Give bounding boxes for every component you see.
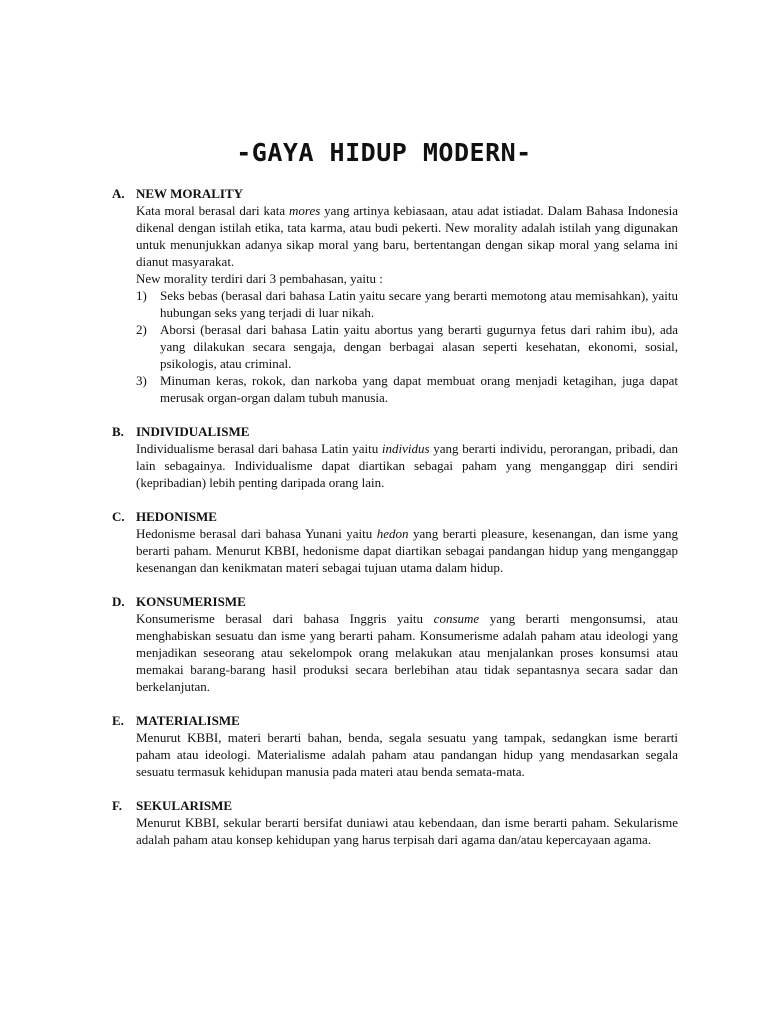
paragraph <box>136 440 678 491</box>
section-sekularisme <box>112 797 678 848</box>
list-number: 3) <box>136 373 147 388</box>
page-title: -GAYA HIDUP MODERN- <box>236 138 532 167</box>
section-letter: E. <box>112 713 124 728</box>
section-title: HEDONISME <box>136 509 217 524</box>
document-body <box>112 185 678 865</box>
paragraph <box>136 525 678 576</box>
section-title: MATERIALISME <box>136 713 240 728</box>
section-letter: C. <box>112 509 125 524</box>
section-body <box>136 525 678 576</box>
list-text: Minuman keras, rokok, dan narkoba yang dapat membuat orang menjadi ketagihan, juga dapat merusak organ-organ dalam tubuh manusia. <box>160 373 678 405</box>
italic-term: hedon <box>376 526 409 541</box>
section-body <box>136 202 678 406</box>
list-number: 2) <box>136 322 147 337</box>
section-individualisme <box>112 423 678 491</box>
section-letter: B. <box>112 424 124 439</box>
section-konsumerisme <box>112 593 678 695</box>
text-run: yang berarti pleasure, kesenangan, dan isme yang berarti paham. Menurut KBBI, hedonisme dapat diartikan sebagai pandangan hidup yang menganggap kesenangan dan kenikmatan materi sebagai tujuan utama dalam hidup. <box>136 526 678 575</box>
paragraph: Menurut KBBI, materi berarti bahan, benda, segala sesuatu yang tampak, sedangkan isme berarti paham atau ideologi. Materialisme adalah paham atau pandangan hidup yang mendasarkan segala sesuatu termasuk kehidupan manusia pada materi atau benda semata-mata. <box>136 730 678 779</box>
section-title: NEW MORALITY <box>136 186 244 201</box>
list-item <box>136 287 678 321</box>
section-heading <box>112 593 678 610</box>
list-text: Aborsi (berasal dari bahasa Latin yaitu abortus yang berarti gugurnya fetus dari rahim ibu), ada yang dilakukan secara sengaja, dengan berbagai alasan seperti kesehatan, ekonomi, sosial, psikologis, atau criminal. <box>160 322 678 371</box>
section-title: SEKULARISME <box>136 798 233 813</box>
section-body <box>136 729 678 780</box>
italic-term: mores <box>288 203 321 218</box>
list-text: Seks bebas (berasal dari bahasa Latin yaitu secare yang berarti memotong atau memisahkan), yaitu hubungan seks yang terjadi di luar nikah. <box>160 288 678 320</box>
paragraph <box>136 202 678 270</box>
section-body <box>136 814 678 848</box>
section-letter: F. <box>112 798 122 813</box>
section-hedonisme <box>112 508 678 576</box>
numbered-list <box>136 287 678 406</box>
section-heading <box>112 185 678 202</box>
text-run: yang berarti individu, perorangan, pribadi, dan lain sebagainya. Individualisme dapat diartikan sebagai paham yang menganggap diri sendiri (kepribadian) lebih penting daripada orang lain. <box>136 441 679 490</box>
paragraph: Menurut KBBI, sekular berarti bersifat duniawi atau kebendaan, dan isme berarti paham. Sekularisme adalah paham atau konsep kehidupan yang harus terpisah dari agama dan/atau kepercayaan agama. <box>136 815 678 847</box>
list-item <box>136 321 678 372</box>
italic-term: individus <box>381 441 430 456</box>
list-number: 1) <box>136 288 147 303</box>
paragraph: New morality terdiri dari 3 pembahasan, yaitu : <box>136 271 383 286</box>
text-run: Konsumerisme berasal dari bahasa Inggris yaitu <box>136 611 434 626</box>
section-heading <box>112 797 678 814</box>
section-letter: D. <box>112 594 125 609</box>
section-heading <box>112 508 678 525</box>
text-run: yang berarti mengonsumsi, atau menghabiskan sesuatu dan isme yang berarti paham. Konsumerisme adalah paham atau ideologi yang menjadikan seseorang atau sekelompok orang melakukan atau menjalankan proses konsumsi atau memakai barang-barang hasil produksi secara berlebihan atau tidak sepantasnya secara sadar dan berkelanjutan. <box>136 611 678 694</box>
section-body <box>136 440 678 491</box>
section-new-morality <box>112 185 678 406</box>
text-run: yang artinya kebiasaan, atau adat istiadat. Dalam Bahasa Indonesia dikenal dengan istilah etika, tata karma, atau budi pekerti. New morality adalah istilah yang digunakan untuk menunjukkan adanya sikap moral yang baru, bertentangan dengan sikap moral yang selama ini dianut masyarakat. <box>136 203 678 269</box>
text-run: Individualisme berasal dari bahasa Latin yaitu <box>136 441 382 456</box>
section-body <box>136 610 678 695</box>
section-heading <box>112 712 678 729</box>
paragraph <box>136 610 678 695</box>
section-materialisme <box>112 712 678 780</box>
section-title: INDIVIDUALISME <box>136 424 250 439</box>
italic-term: consume <box>433 611 480 626</box>
text-run: Hedonisme berasal dari bahasa Yunani yaitu <box>136 526 377 541</box>
section-heading <box>112 423 678 440</box>
section-title: KONSUMERISME <box>136 594 246 609</box>
text-run: Kata moral berasal dari kata <box>136 203 289 218</box>
section-letter: A. <box>112 186 125 201</box>
list-item <box>136 372 678 406</box>
